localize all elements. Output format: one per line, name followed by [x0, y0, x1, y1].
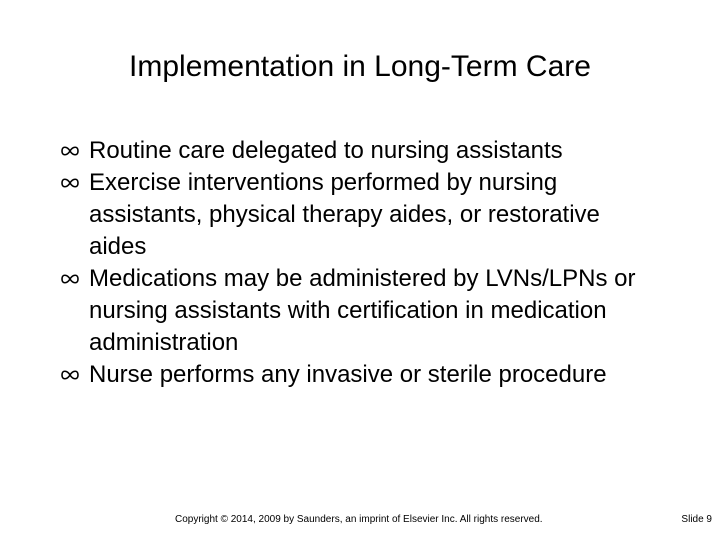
bullet-text: Routine care delegated to nursing assistants [89, 137, 563, 164]
bullet-text: Medications may be administered by LVNs/LPNs or nursing assistants with certification in medication administration [89, 265, 636, 356]
bullet-item [60, 167, 660, 263]
footer-copyright: Copyright © 2014, 2009 by Saunders, an imprint of Elsevier Inc. All rights reserved. [175, 514, 543, 525]
slide-number: Slide 9 [681, 514, 712, 525]
infinity-icon [60, 272, 80, 286]
bullet-text: Nurse performs any invasive or sterile procedure [89, 361, 607, 388]
bullet-item [60, 359, 660, 391]
infinity-icon [60, 144, 80, 158]
bullet-item [60, 263, 660, 359]
slide-title: Implementation in Long-Term Care [129, 50, 591, 83]
infinity-icon [60, 368, 80, 382]
bullet-text: Exercise interventions performed by nursing assistants, physical therapy aides, or restorative aides [89, 169, 600, 260]
bullet-item [60, 135, 660, 167]
infinity-icon [60, 176, 80, 190]
bullet-list [60, 135, 660, 391]
